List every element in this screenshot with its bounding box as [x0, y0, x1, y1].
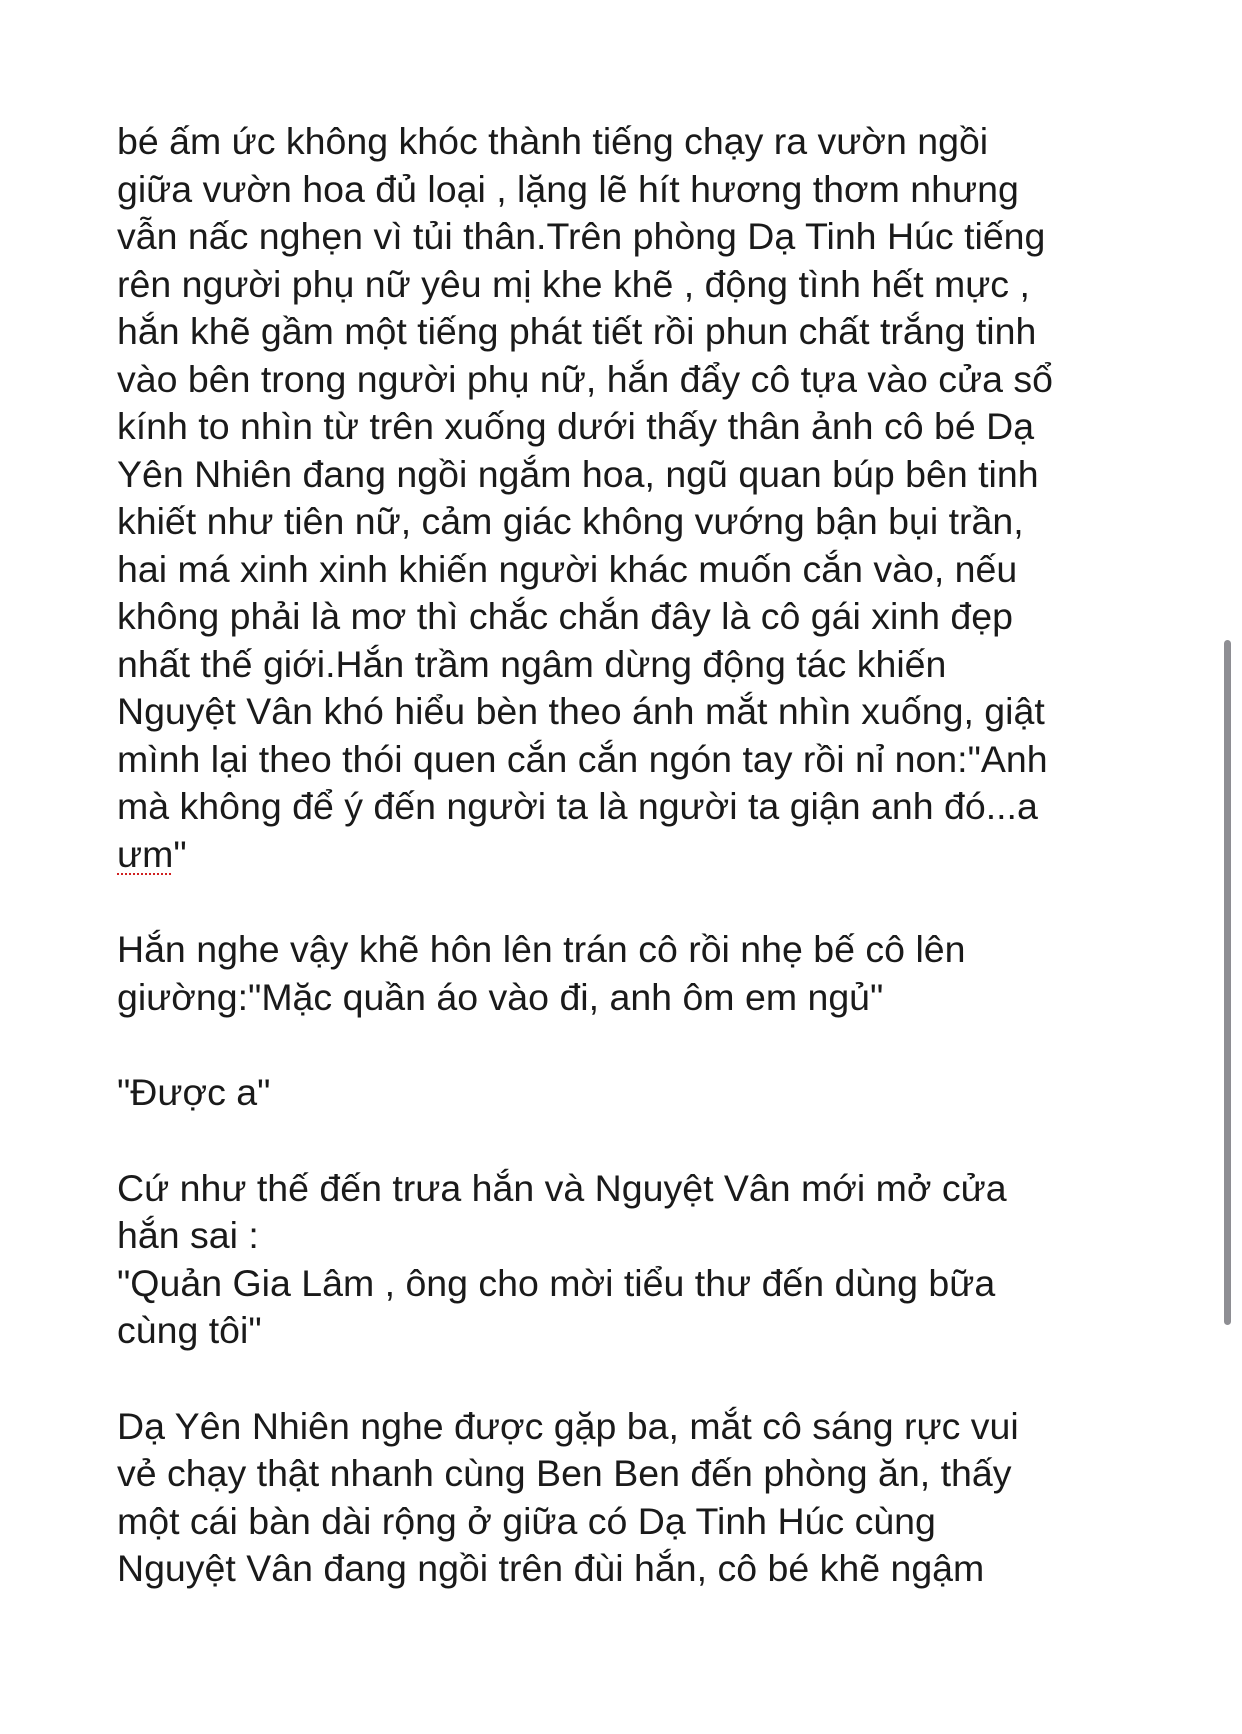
text-line: "Được a"	[117, 1071, 271, 1113]
text-line: Nguyệt Vân khó hiểu bèn theo ánh mắt nhìn xuống, giật	[117, 690, 1045, 732]
text-line: kính to nhìn từ trên xuống dưới thấy thân ảnh cô bé Dạ	[117, 405, 1035, 447]
text-line: vào bên trong người phụ nữ, hắn đẩy cô tựa vào cửa sổ	[117, 357, 1053, 400]
paragraph-spacer	[117, 1021, 1127, 1069]
paragraph-5	[117, 1403, 1127, 1593]
text-fragment: "	[173, 832, 187, 875]
text-line: hắn khẽ gầm một tiếng phát tiết rồi phun chất trắng tinh	[117, 310, 1037, 352]
text-line: khiết như tiên nữ, cảm giác không vướng bận bụi trần,	[117, 500, 1024, 542]
paragraph-2	[117, 926, 1127, 1021]
text-line: Dạ Yên Nhiên nghe được gặp ba, mắt cô sáng rực vui	[117, 1404, 1019, 1447]
text-line: vẫn nấc nghẹn vì tủi thân.Trên phòng Dạ Tinh Húc tiếng	[117, 215, 1046, 257]
text-line: một cái bàn dài rộng ở giữa có Dạ Tinh Húc cùng	[117, 1499, 936, 1542]
paragraph-spacer	[117, 1117, 1127, 1165]
text-line: mình lại theo thói quen cắn cắn ngón tay rồi nỉ non:"Anh	[117, 737, 1048, 780]
text-line: hai má xinh xinh khiến người khác muốn cắn vào, nếu	[117, 547, 1018, 590]
spellcheck-flagged-word[interactable]: ưm	[117, 832, 174, 875]
text-line: Yên Nhiên đang ngồi ngắm hoa, ngũ quan búp bên tinh	[117, 452, 1039, 495]
text-line: "Quản Gia Lâm , ông cho mời tiểu thư đến dùng bữa	[117, 1261, 996, 1304]
paragraph-4	[117, 1165, 1127, 1355]
text-line: rên người phụ nữ yêu mị khe khẽ , động tình hết mực ,	[117, 262, 1030, 305]
text-line: hắn sai :	[117, 1214, 259, 1256]
text-line: giường:"Mặc quần áo vào đi, anh ôm em ngủ"	[117, 975, 884, 1018]
text-line: không phải là mơ thì chắc chắn đây là cô gái xinh đẹp	[117, 595, 1013, 637]
vertical-scrollbar[interactable]	[1224, 640, 1231, 1325]
text-line: cùng tôi"	[117, 1309, 262, 1351]
text-line: nhất thế giới.Hắn trầm ngâm dừng động tác khiến	[117, 642, 947, 685]
paragraph-3	[117, 1069, 1127, 1117]
paragraph-spacer	[117, 1355, 1127, 1403]
text-line: vẻ chạy thật nhanh cùng Ben Ben đến phòng ăn, thấy	[117, 1452, 1012, 1494]
paragraph-1	[117, 118, 1127, 878]
paragraph-spacer	[117, 878, 1127, 926]
text-line: Hắn nghe vậy khẽ hôn lên trán cô rồi nhẹ bế cô lên	[117, 928, 966, 970]
text-line: mà không để ý đến người ta là người ta giận anh đó...a	[117, 785, 1038, 827]
text-line: Nguyệt Vân đang ngồi trên đùi hắn, cô bé khẽ ngậm	[117, 1547, 985, 1589]
text-line: Cứ như thế đến trưa hắn và Nguyệt Vân mới mở cửa	[117, 1166, 1007, 1209]
text-line: giữa vườn hoa đủ loại , lặng lẽ hít hương thơm nhưng	[117, 167, 1019, 210]
document-body	[117, 118, 1127, 1593]
text-line	[117, 831, 1127, 879]
text-line: bé ấm ức không khóc thành tiếng chạy ra vườn ngồi	[117, 120, 989, 162]
